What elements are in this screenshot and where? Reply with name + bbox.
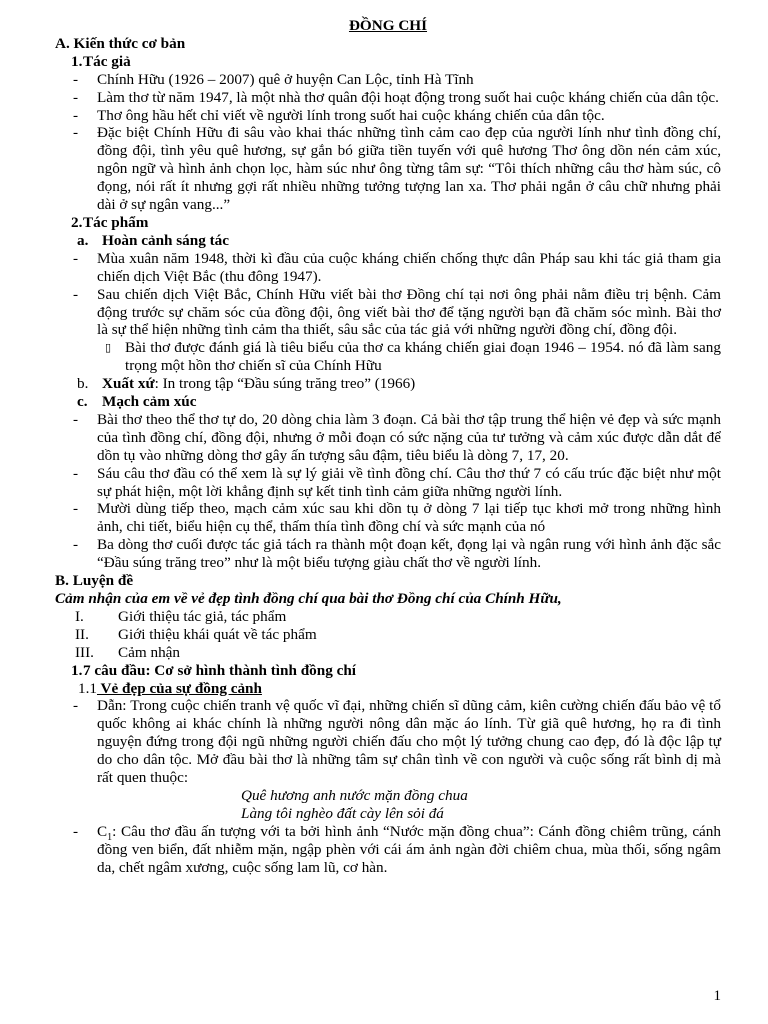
origin-label: Xuất xứ xyxy=(102,375,155,393)
list-marker: c. xyxy=(77,393,88,411)
list-marker: 2. xyxy=(71,213,83,231)
list-item: - Đặc biệt Chính Hữu đi sâu vào khai thác những tình cảm cao đẹp của người lính như tình đồng chí, đồng đội, tình yêu quê hương, sự gắn bó giữa tiền tuyến với quê hương Thơ ông dồn nén cảm xúc, ngôn ngữ và hình ảnh chọn lọc, hàm súc như ông từng tâm sự: “Tôi thích những câu thơ hàm súc, cô đọng, nói rất ít nhưng gợi rất nhiều những tưởng tượng lan xa. Thơ phải ngắn ở câu chữ nhưng phải dài ở sự ngân vang...” xyxy=(73,124,721,214)
section-a-heading: A. Kiến thức cơ bản xyxy=(55,34,186,52)
arrow-list-item: ▯ Bài thơ được đánh giá là tiêu biểu của thơ ca kháng chiến giai đoạn 1946 – 1954. nó đã làm sang trọng một hồn thơ chiến sĩ của Chính Hữu xyxy=(105,339,721,375)
context-heading: a. Hoàn cảnh sáng tác xyxy=(77,231,230,249)
poem-line: Quê hương anh nước mặn đồng chua xyxy=(241,786,468,804)
author-heading: 1. Tác giả xyxy=(71,52,131,70)
section-b-heading: B. Luyện đề xyxy=(55,572,134,590)
document-page xyxy=(55,17,721,877)
list-item: - Mùa xuân năm 1948, thời kì đầu của cuộc kháng chiến chống thực dân Pháp sau khi tác giả tham gia chiến dịch Việt Bắc (thu đông 1947). xyxy=(73,249,721,285)
list-item: - Thơ ông hầu hết chỉ viết về người lính trong suốt hai cuộc kháng chiến của dân tộc. xyxy=(73,106,605,124)
origin-line xyxy=(55,375,721,393)
list-item: - Sau chiến dịch Việt Bắc, Chính Hữu viết bài thơ Đồng chí tại nơi ông phải nằm điều trị bệnh. Cảm động trước sự chăm sóc của đồng đội, ông viết bài thơ để tặng người bạn đã chăm sóc mình. Bài thơ là sự thể hiện những tình cảm tha thiết, sâu sắc của tác giả với những người đồng chí, đồng đội. xyxy=(73,285,721,339)
outline-item: III. Cảm nhận xyxy=(75,643,181,661)
list-item: - Ba dòng thơ cuối được tác giả tách ra thành một đoạn kết, đọng lại và ngân rung với hình ảnh đặc sắc “Đầu súng trăng treo” như là một biểu tượng giàu chất thơ về người lính. xyxy=(73,536,721,572)
list-marker: 1.1 xyxy=(78,679,97,697)
document-title: ĐỒNG CHÍ xyxy=(348,17,428,34)
arrow-bullet-icon: ▯ xyxy=(105,341,112,355)
list-item: - Sáu câu thơ đầu có thể xem là sự lý giải về tình đồng chí. Câu thơ thứ 7 có cấu trúc đặc biệt như một sự phát hiện, một lời khẳng định sự kết tinh tình cảm giữa những người lính. xyxy=(73,464,721,500)
emotion-flow-heading: c. Mạch cảm xúc xyxy=(77,393,197,411)
outline-item: I. Giới thiệu tác giả, tác phẩm xyxy=(75,607,287,625)
outline-item: II. Giới thiệu khái quát về tác phẩm xyxy=(75,625,317,643)
origin-text: : In trong tập “Đầu súng trăng treo” (1966) xyxy=(154,375,416,393)
intro-paragraph: - Dẫn: Trong cuộc chiến tranh vệ quốc vĩ đại, những chiến sĩ dũng cảm, kiên cường chiến đấu bảo vệ tổ quốc không ai khác chính là những người nông dân mặc áo lính. Từ giã quê hương, họ ra đi tình nguyện đứng trong đội ngũ những người chiến đấu cho một lý tưởng chung cao đẹp, đó là độc lập tự do cho dân tộc. Mở đầu bài thơ là những tâm sự chân tình về con người và cuộc sống rất bình dị mà rất quen thuộc: xyxy=(73,697,721,787)
page-number: 1 xyxy=(713,988,721,1004)
poem-line: Làng tôi nghèo đất cày lên sỏi đá xyxy=(241,804,444,822)
analysis-paragraph: - $C_1$: Câu thơ đầu ấn tượng với ta bởi hình ảnh “Nước mặn đồng chua”: Cánh đồng chiêm trũng, cánh đồng ven biển, đất nhiễm mặn, ngập phèn với cái ám ảnh ngàn đời chiêm chua, mùa thối, sống ngâm da, chết ngâm xương, cuộc sống lam lũ, cơ hàn. xyxy=(73,822,721,876)
part-1-1-heading: 1.1 Vẻ đẹp của sự đồng cảnh xyxy=(78,679,262,697)
list-marker: 1. xyxy=(71,661,83,679)
list-marker: 1. xyxy=(71,52,83,70)
work-heading: 2. Tác phẩm xyxy=(71,213,149,231)
list-marker: b. xyxy=(77,375,89,393)
list-item: - Mười dùng tiếp theo, mạch cảm xúc sau khi dồn tụ ở dòng 7 lại tiếp tục khơi mở trong những hình ảnh, chi tiết, biểu hiện cụ thể, thấm thía tình đồng chí và sức mạnh của nó xyxy=(73,500,721,536)
list-item: - Chính Hữu (1926 – 2007) quê ở huyện Can Lộc, tỉnh Hà Tĩnh xyxy=(73,70,474,88)
essay-prompt: Cảm nhận của em về vẻ đẹp tình đồng chí qua bài thơ Đồng chí của Chính Hữu, xyxy=(55,590,562,607)
list-marker: a. xyxy=(77,231,89,249)
list-item: - Làm thơ từ năm 1947, là một nhà thơ quân đội hoạt động trong suốt hai cuộc kháng chiến của dân tộc. xyxy=(73,88,719,106)
list-item: - Bài thơ theo thể thơ tự do, 20 dòng chia làm 3 đoạn. Cả bài thơ tập trung thể hiện vẻ đẹp và sức mạnh của tình đồng chí, đồng đội, nhưng ở mỗi đoạn có sức nặng của tư tưởng và cảm xúc được dẫn dắt để dồn tụ vào những dòng thơ gây ấn tượng sâu đậm, tiêu biểu là dòng 7, 17, 20. xyxy=(73,410,721,464)
part-1-heading: 1. 7 câu đầu: Cơ sở hình thành tình đồng chí xyxy=(71,661,356,679)
